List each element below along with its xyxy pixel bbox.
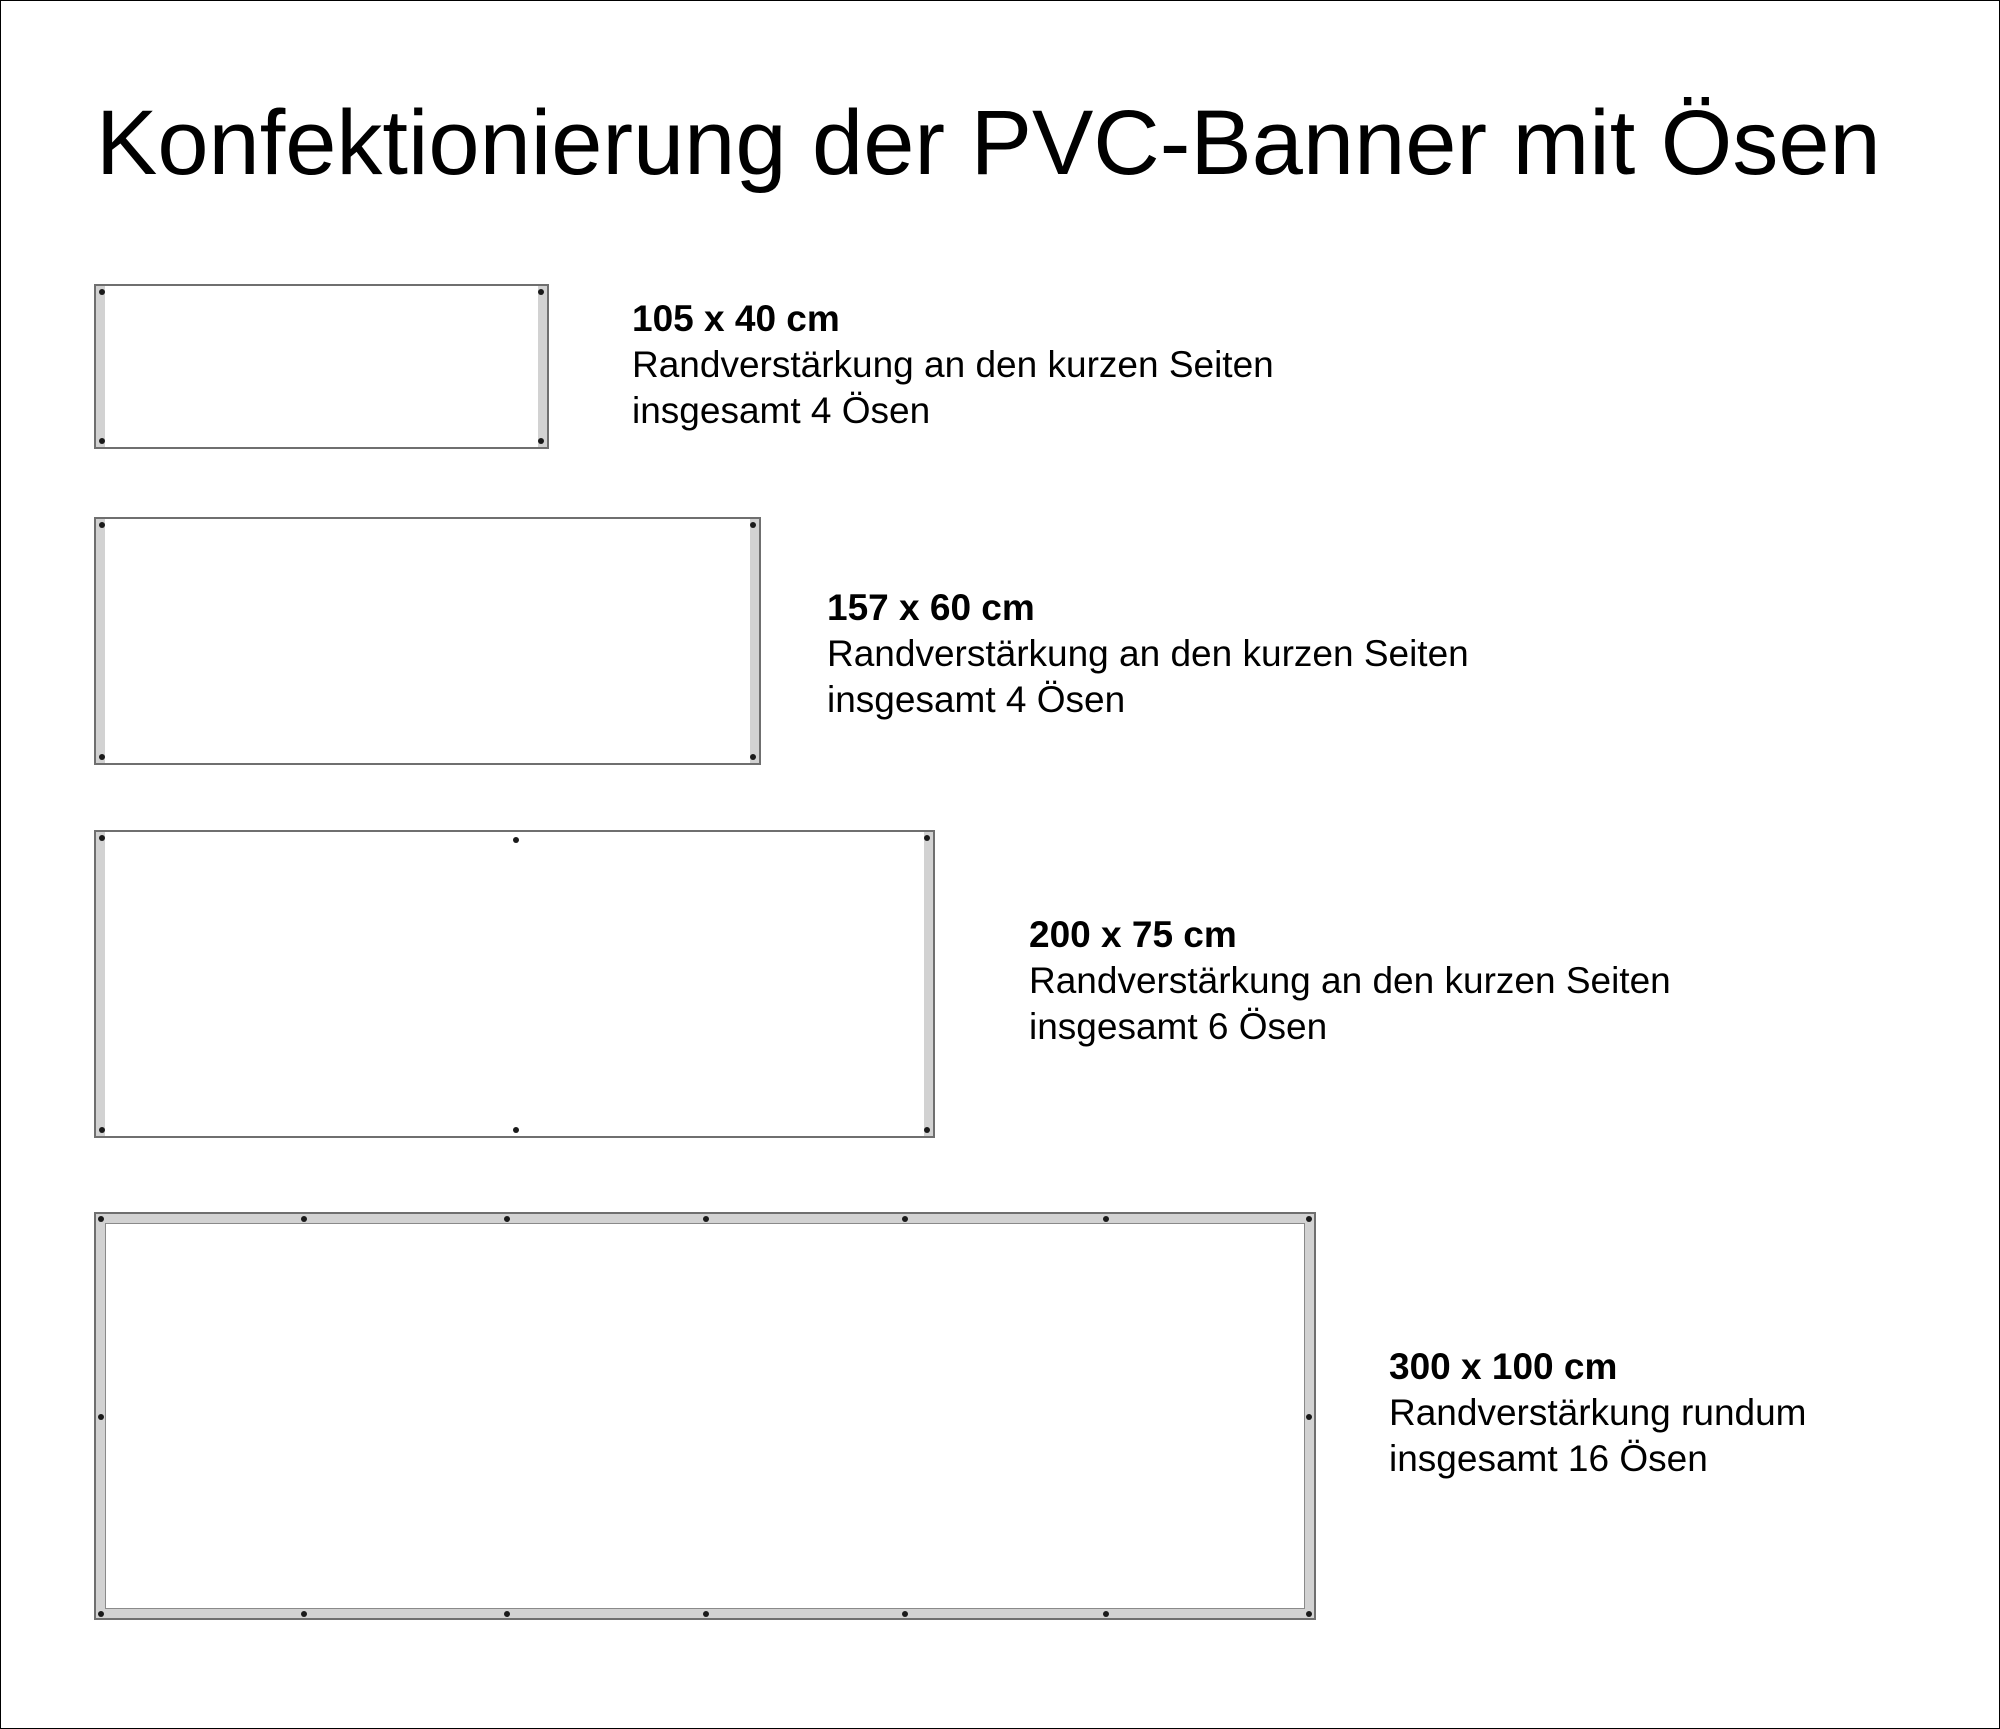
reinforcement-strip-left (96, 286, 105, 447)
grommet (513, 837, 519, 843)
grommet (924, 1127, 930, 1133)
grommet (1306, 1216, 1312, 1222)
banner-105x40-drawing (94, 284, 549, 449)
grommet (301, 1216, 307, 1222)
banner-size: 300 x 100 cm (1389, 1346, 1618, 1387)
banner-grommet-count: insgesamt 6 Ösen (1029, 1006, 1328, 1047)
banner-size: 157 x 60 cm (827, 587, 1035, 628)
reinforcement-strip-left (96, 832, 105, 1136)
banner-grommet-count: insgesamt 4 Ösen (632, 390, 931, 431)
grommet (98, 1611, 104, 1617)
grommet (98, 1216, 104, 1222)
grommet (99, 754, 105, 760)
grommet (1103, 1216, 1109, 1222)
grommet (99, 1127, 105, 1133)
banner-200x75-drawing (94, 830, 935, 1138)
banner-size: 200 x 75 cm (1029, 914, 1237, 955)
grommet (538, 289, 544, 295)
banner-300x100-label (1389, 1344, 1807, 1482)
banner-157x60-label (827, 585, 1469, 723)
banner-grommet-count: insgesamt 16 Ösen (1389, 1438, 1708, 1479)
grommet (902, 1611, 908, 1617)
grommet (902, 1216, 908, 1222)
reinforcement-strip-right (924, 832, 933, 1136)
grommet (750, 754, 756, 760)
grommet (1103, 1611, 1109, 1617)
banner-reinforcement: Randverstärkung an den kurzen Seiten (1029, 960, 1671, 1001)
banner-105x40-label (632, 296, 1274, 434)
grommet (703, 1216, 709, 1222)
banner-300x100-drawing (94, 1212, 1316, 1620)
grommet (924, 835, 930, 841)
banner-157x60-drawing (94, 517, 761, 765)
page-title: Konfektionierung der PVC-Banner mit Ösen (96, 92, 1881, 194)
grommet (1306, 1611, 1312, 1617)
grommet (99, 289, 105, 295)
grommet (504, 1611, 510, 1617)
banner-grommet-count: insgesamt 4 Ösen (827, 679, 1126, 720)
banner-reinforcement: Randverstärkung rundum (1389, 1392, 1807, 1433)
grommet (504, 1216, 510, 1222)
grommet (1306, 1414, 1312, 1420)
banner-size: 105 x 40 cm (632, 298, 840, 339)
grommet (98, 1414, 104, 1420)
reinforcement-seam (105, 1223, 1305, 1609)
reinforcement-strip-right (538, 286, 547, 447)
grommet (99, 522, 105, 528)
grommet (750, 522, 756, 528)
grommet (99, 438, 105, 444)
banner-reinforcement: Randverstärkung an den kurzen Seiten (827, 633, 1469, 674)
grommet (301, 1611, 307, 1617)
banner-200x75-label (1029, 912, 1671, 1050)
grommet (538, 438, 544, 444)
reinforcement-strip-left (96, 519, 105, 763)
banner-reinforcement: Randverstärkung an den kurzen Seiten (632, 344, 1274, 385)
grommet (99, 835, 105, 841)
reinforcement-strip-right (750, 519, 759, 763)
grommet (513, 1127, 519, 1133)
grommet (703, 1611, 709, 1617)
